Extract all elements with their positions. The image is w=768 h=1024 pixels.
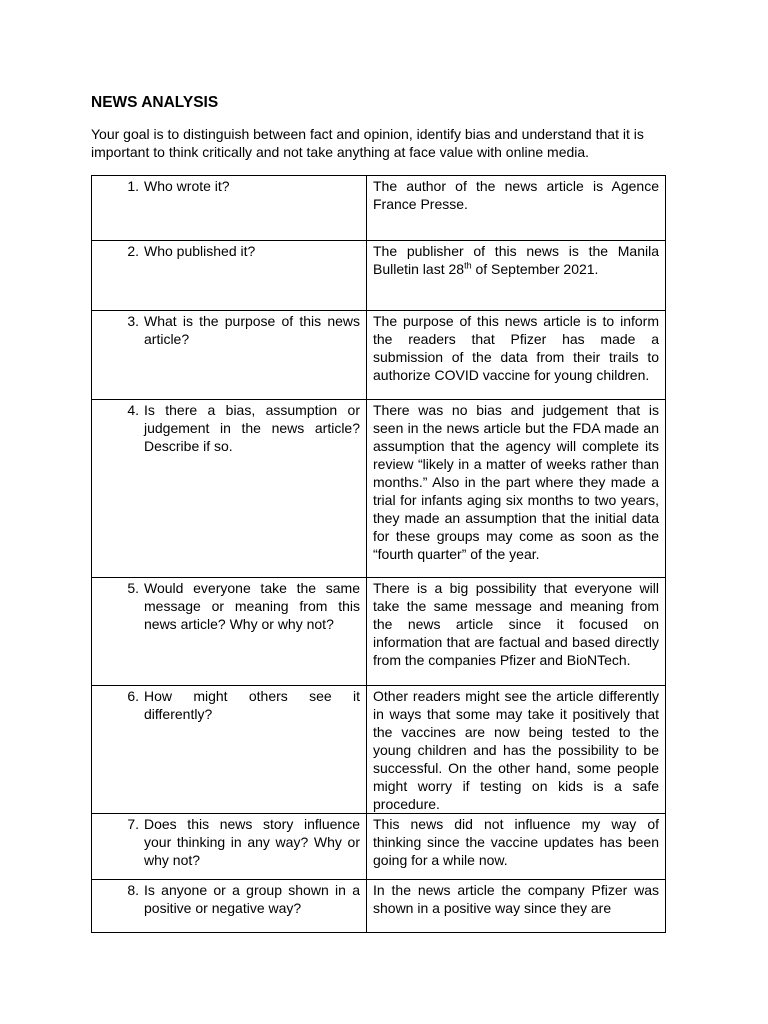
question-number: 2. (127, 243, 139, 259)
table-row (92, 686, 666, 814)
question-text: How might others see it differently? (144, 688, 360, 722)
answer-cell: There was no bias and judgement that is seen in the news article but the FDA made an assumption that the agency will complete its review “likely in a matter of weeks rather than months.” Also in the part where they made a trial for infants aging six months to two years, they made an assumption that the initial data for these groups may come as soon as the “fourth quarter” of the year. (367, 400, 666, 578)
answer-cell (367, 241, 666, 311)
answer-cell: Other readers might see the article differently in ways that some may take it positively that the vaccines are now being tested to the young children and has the possibility to be successful. On the other hand, some people might worry if testing on kids is a safe procedure. (367, 686, 666, 814)
question-text: Is anyone or a group shown in a positive or negative way? (144, 882, 360, 916)
table-row (92, 241, 666, 311)
answer-cell: The author of the news article is Agence France Presse. (367, 176, 666, 241)
answer-cell: In the news article the company Pfizer was shown in a positive way since they are (367, 880, 666, 933)
question-number: 4. (127, 402, 139, 418)
ordinal-suffix: th (464, 260, 472, 271)
question-number: 3. (127, 313, 139, 329)
question-text: Who published it? (144, 243, 256, 259)
answer-text-end: of September 2021. (471, 261, 599, 277)
table-row (92, 578, 666, 686)
answer-cell: This news did not influence my way of thinking since the vaccine updates has been going for a while now. (367, 814, 666, 880)
question-cell (92, 311, 367, 400)
document-title: NEWS ANALYSIS (91, 94, 219, 111)
table-row (92, 880, 666, 933)
question-text: What is the purpose of this news article? (144, 313, 360, 347)
question-cell (92, 400, 367, 578)
analysis-table (91, 175, 666, 933)
question-cell (92, 578, 367, 686)
question-cell (92, 686, 367, 814)
question-cell (92, 814, 367, 880)
answer-cell: There is a big possibility that everyone will take the same message and meaning from the news article since it focused on information that are factual and based directly from the companies Pfizer and BioNTech. (367, 578, 666, 686)
question-text: Does this news story influence your thinking in any way? Why or why not? (144, 816, 360, 868)
table-row (92, 814, 666, 880)
intro-paragraph: Your goal is to distinguish between fact and opinion, identify bias and understand that it is important to think critically and not take anything at face value with online media. (91, 126, 644, 160)
question-number: 1. (127, 178, 139, 194)
question-cell (92, 880, 367, 933)
question-number: 6. (127, 688, 139, 704)
question-text: Who wrote it? (144, 178, 230, 194)
question-number: 5. (127, 580, 139, 596)
question-number: 7. (127, 816, 139, 832)
question-number: 8. (127, 882, 139, 898)
question-text: Would everyone take the same message or meaning from this news article? Why or why not? (144, 580, 360, 632)
answer-text: The publisher of this news is the Manila Bulletin last 28 (373, 243, 659, 277)
answer-cell: The purpose of this news article is to inform the readers that Pfizer has made a submission of the data from their trails to authorize COVID vaccine for young children. (367, 311, 666, 400)
table-row (92, 311, 666, 400)
question-cell (92, 176, 367, 241)
question-cell (92, 241, 367, 311)
table-row (92, 400, 666, 578)
table-row (92, 176, 666, 241)
question-text: Is there a bias, assumption or judgement in the news article? Describe if so. (144, 402, 360, 454)
